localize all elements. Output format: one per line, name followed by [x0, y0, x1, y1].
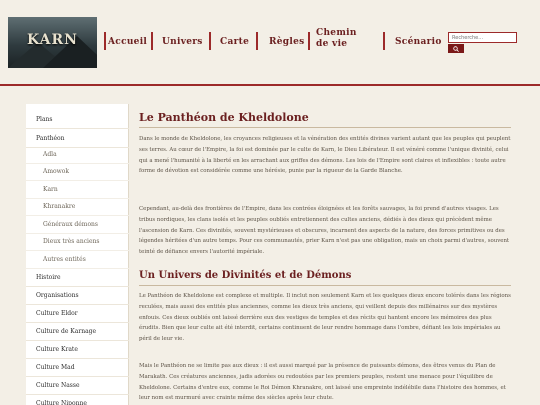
sidebar-item-culture-nasse[interactable]: Culture Nasse: [26, 376, 129, 395]
site-header: [0, 0, 540, 86]
sidebar-item-amowok[interactable]: Amowok: [26, 162, 129, 181]
nav-separator: [151, 32, 153, 50]
sidebar-item-organisations[interactable]: Organisations: [26, 286, 129, 305]
nav-item-accueil[interactable]: Accueil: [108, 37, 148, 47]
nav-item-chemin-de-vie[interactable]: Chemin de vie: [316, 28, 357, 49]
nav-item-carte[interactable]: Carte: [220, 37, 250, 47]
sidebar-item-culture-de-karnage[interactable]: Culture de Karnage: [26, 322, 129, 341]
section-title: Un Univers de Divinités et de Démons: [139, 270, 352, 281]
section-paragraph: Mais le Panthéon ne se limite pas aux dieux : il est aussi marqué par la présence de puissants démons, des êtres venus du Plan de Marakath. Ces créatures anciennes, jadis adorées ou redoutées par les premiers peuples, restent une menace pour l'équilibre de Kheldolone. Certains d'entre eux, comme le Roi Démon Khranakre, ont laissé une empreinte indélébile dans l'histoire des hommes, et leur nom est murmuré avec crainte même des siècles après leur chute.: [139, 363, 506, 402]
sidebar-item-culture-niponne[interactable]: Culture Niponne: [26, 394, 129, 405]
section-paragraph: Le Panthéon de Kheldolone est complexe et multiple. Il inclut non seulement Karn et les quelques dieux encore tolérés dans les régions reculées, mais aussi des entités plus anciennes, comme les dieux très anciens, qui veillent depuis des millénaires sur des mystères enfouis. Ces dieux oubliés ont laissé derrière eux des vestiges de temples et des récits qui hantent encore les mémoires des plus érudits. Bien que leur culte ait été interdit, certains continuent de leur rendre hommage dans l'ombre, défiant les lois impériales au péril de leur vie.: [139, 293, 511, 343]
page-title: Le Panthéon de Kheldolone: [139, 111, 309, 124]
sidebar: [26, 104, 129, 405]
sidebar-item-culture-eldor[interactable]: Culture Eldor: [26, 304, 129, 323]
nav-item-regles[interactable]: Règles: [269, 37, 305, 47]
nav-item-univers[interactable]: Univers: [162, 37, 203, 47]
sidebar-item-histoire[interactable]: Histoire: [26, 268, 129, 287]
search-button[interactable]: [448, 44, 464, 53]
search-input[interactable]: [448, 32, 517, 43]
intro-paragraph: Cependant, au-delà des frontières de l'Empire, dans les contrées éloignées et les forêts sauvages, la foi prend d'autres visages. Les tribus nordiques, les clans isolés et les peuples oubliés entretiennent des cultes anciens, dédiés à des dieux qui précèdent même l'ascension de Karn. Ces divinités, souvent mystérieuses et obscures, incarnent des aspects de la nature, des forces primitives ou des légendes héritées d'un autre temps. Pour ces communautés, prier Karn n'est pas une obligation, mais un choix parmi d'autres, souvent teinté de défiance envers l'autorité impériale.: [139, 206, 510, 256]
sidebar-item-autres-entites[interactable]: Autres entités: [26, 250, 129, 269]
sidebar-item-dieux-tres-anciens[interactable]: Dieux très anciens: [26, 232, 129, 251]
logo-text: KARN: [27, 32, 78, 48]
sidebar-item-adla[interactable]: Adla: [26, 145, 129, 164]
sidebar-item-karn[interactable]: Karn: [26, 180, 129, 199]
nav-separator: [104, 32, 106, 50]
sidebar-item-khranakre[interactable]: Khranakre: [26, 197, 129, 216]
nav-item-scenario[interactable]: Scénario: [395, 37, 442, 47]
section-divider: [139, 285, 511, 286]
search-icon: [453, 46, 459, 52]
nav-separator: [256, 32, 258, 50]
sidebar-item-culture-krate[interactable]: Culture Krate: [26, 340, 129, 359]
sidebar-item-plans[interactable]: Plans: [26, 110, 129, 129]
nav-separator: [308, 32, 310, 50]
nav-separator: [209, 32, 211, 50]
intro-paragraph: Dans le monde de Kheldolone, les croyances religieuses et la vénération des entités divines varient autant que les peuples qui peuplent ses terres. Au cœur de l'Empire, la foi est dominée par le culte de Karn, le Dieu Libérateur. Il est vénéré comme l'unique divinité, celui qui a mené l'humanité à la liberté en les arrachant aux griffes des démons. Les lois de l'Empire sont claires et inflexibles : toute autre forme de dévotion est considérée comme une hérésie, punie par la rigueur de la Garde Blanche.: [139, 136, 511, 175]
title-divider: [139, 127, 511, 128]
sidebar-item-generaux-demons[interactable]: Généraux démons: [26, 215, 129, 234]
sidebar-item-culture-mad[interactable]: Culture Mad: [26, 358, 129, 377]
site-logo[interactable]: [8, 17, 97, 68]
nav-separator: [383, 32, 385, 50]
sidebar-item-pantheon[interactable]: Panthéon: [26, 129, 129, 148]
